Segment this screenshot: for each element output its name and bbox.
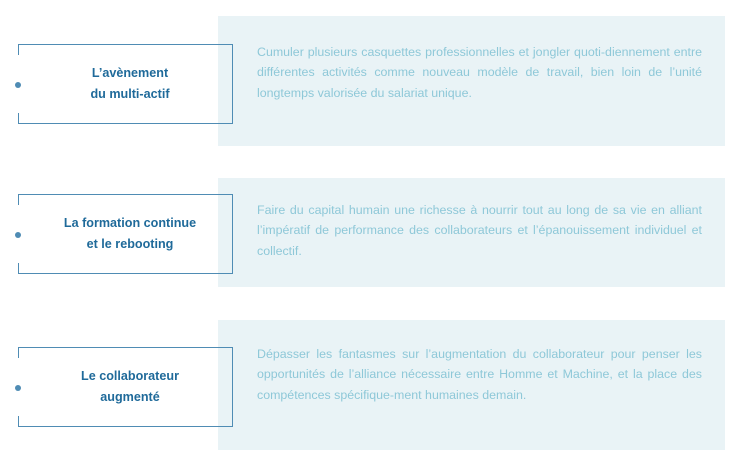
topic-title bbox=[28, 348, 232, 426]
frame-tick-top bbox=[18, 348, 19, 358]
topic-row-formation-continue bbox=[0, 178, 736, 287]
topic-title-line2: et le rebooting bbox=[86, 237, 174, 251]
bullet-dot-icon bbox=[15, 232, 21, 238]
topic-label-frame bbox=[18, 347, 233, 427]
topic-description: Cumuler plusieurs casquettes professionnelles et jongler quoti-diennement entre différentes activités comme nouveau modèle de travail, bien loin de l’unité longtemps valorisée du salariat unique. bbox=[257, 45, 702, 100]
topic-title-line1: La formation continue bbox=[63, 216, 197, 230]
topic-title-line2: du multi-actif bbox=[90, 87, 170, 101]
topic-title-line2: augmenté bbox=[100, 390, 160, 404]
topic-row-collaborateur-augmente bbox=[0, 320, 736, 450]
topic-description: Faire du capital humain une richesse à nourrir tout au long de sa vie en alliant l’impératif de performance des collaborateurs et l’épanouissement individuel et collectif. bbox=[257, 203, 702, 258]
frame-tick-bottom bbox=[18, 416, 19, 426]
topic-description: Dépasser les fantasmes sur l’augmentation du collaborateur pour penser les opportunités de l’alliance nécessaire entre Homme et Machine, et la place des compétences spécifique-ment humaines demain. bbox=[257, 347, 702, 402]
frame-tick-top bbox=[18, 45, 19, 55]
frame-tick-top bbox=[18, 195, 19, 205]
frame-tick-bottom bbox=[18, 263, 19, 273]
bullet-dot-icon bbox=[15, 385, 21, 391]
topic-title bbox=[28, 195, 232, 273]
topic-title-line1: Le collaborateur bbox=[81, 369, 179, 383]
bullet-dot-icon bbox=[15, 82, 21, 88]
topic-label-frame bbox=[18, 194, 233, 274]
topic-title-line1: L’avènement bbox=[91, 66, 169, 80]
frame-tick-bottom bbox=[18, 113, 19, 123]
topic-label-frame bbox=[18, 44, 233, 124]
topic-title bbox=[28, 45, 232, 123]
topic-row-multi-actif bbox=[0, 16, 736, 146]
